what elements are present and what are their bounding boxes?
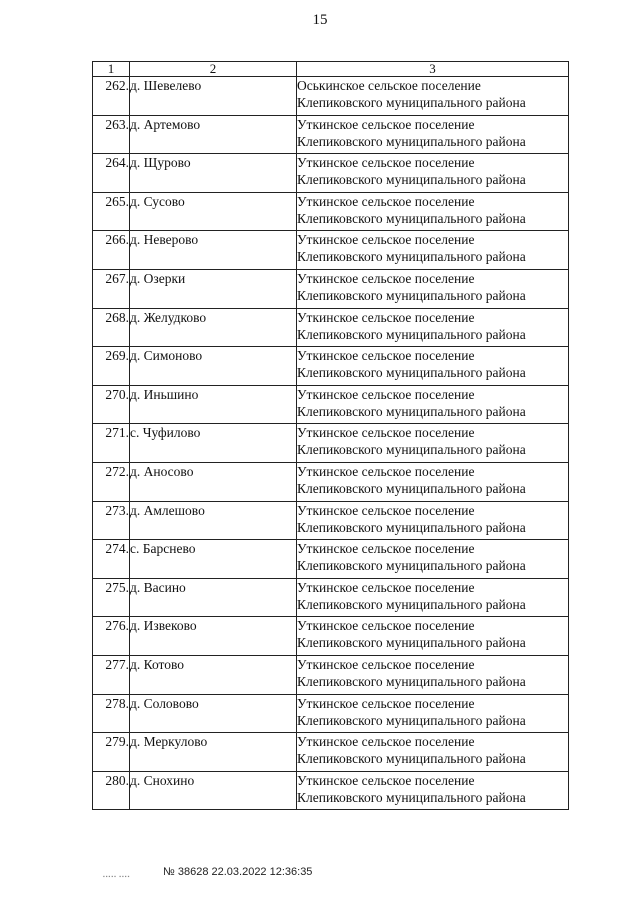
page-number: 15: [312, 12, 328, 28]
rural-settlement-name: Уткинское сельское поселение: [297, 193, 475, 209]
row-number: 276.: [105, 618, 129, 634]
municipal-district-name: Клепиковского муниципального района: [297, 596, 526, 612]
table-row: [93, 578, 569, 617]
settlement-name: д. Снохино: [130, 771, 297, 810]
row-number: 275.: [105, 579, 129, 595]
row-number: 279.: [105, 734, 129, 750]
municipality-cell: [297, 347, 569, 386]
rural-settlement-name: Уткинское сельское поселение: [297, 656, 475, 672]
row-number: 273.: [105, 502, 129, 518]
settlement-name: д. Желудково: [130, 308, 297, 347]
registration-stamp: № 38628 22.03.2022 12:36:35: [163, 866, 313, 878]
rural-settlement-name: Уткинское сельское поселение: [297, 425, 475, 441]
rural-settlement-name: Уткинское сельское поселение: [297, 734, 475, 750]
row-number-cell: [93, 115, 130, 154]
municipal-district-name: Клепиковского муниципального района: [297, 751, 526, 767]
municipality-cell: [297, 462, 569, 501]
row-number: 268.: [105, 309, 129, 325]
municipal-district-name: Клепиковского муниципального района: [297, 95, 526, 110]
table-row: [93, 540, 569, 579]
rural-settlement-name: Уткинское сельское поселение: [297, 502, 475, 518]
rural-settlement-name: Уткинское сельское поселение: [297, 579, 475, 595]
municipal-district-name: Клепиковского муниципального района: [297, 133, 526, 149]
municipality-cell: [297, 154, 569, 193]
table-row: [93, 617, 569, 656]
settlement-name: д. Аносово: [130, 462, 297, 501]
municipality-cell: [297, 231, 569, 270]
municipality-cell: [297, 424, 569, 463]
row-number-cell: [93, 154, 130, 193]
rural-settlement-name: Уткинское сельское поселение: [297, 309, 475, 325]
municipality-cell: [297, 694, 569, 733]
row-number-cell: [93, 231, 130, 270]
row-number: 280.: [105, 772, 129, 788]
municipality-cell: [297, 733, 569, 772]
municipal-district-name: Клепиковского муниципального района: [297, 635, 526, 651]
row-number: 266.: [105, 232, 129, 248]
rural-settlement-name: Уткинское сельское поселение: [297, 695, 475, 711]
row-number-cell: [93, 694, 130, 733]
municipal-district-name: Клепиковского муниципального района: [297, 558, 526, 574]
row-number-cell: [93, 192, 130, 231]
row-number-cell: [93, 462, 130, 501]
municipality-cell: [297, 308, 569, 347]
rural-settlement-name: Уткинское сельское поселение: [297, 618, 475, 634]
column-header-settlement: 2: [130, 62, 297, 77]
municipal-district-name: Клепиковского муниципального района: [297, 172, 526, 188]
table-row: [93, 733, 569, 772]
rural-settlement-name: Оськинское сельское поселение: [297, 78, 481, 93]
row-number-cell: [93, 77, 130, 116]
row-number: 262.: [105, 78, 129, 93]
settlement-name: д. Щурово: [130, 154, 297, 193]
municipal-district-name: Клепиковского муниципального района: [297, 789, 526, 805]
row-number-cell: [93, 540, 130, 579]
settlement-name: д. Соловово: [130, 694, 297, 733]
municipality-cell: [297, 655, 569, 694]
table-row: [93, 154, 569, 193]
row-number-cell: [93, 501, 130, 540]
settlements-table: [92, 61, 569, 810]
municipality-cell: [297, 77, 569, 116]
settlement-name: д. Васино: [130, 578, 297, 617]
table-row: [93, 308, 569, 347]
municipal-district-name: Клепиковского муниципального района: [297, 442, 526, 458]
municipal-district-name: Клепиковского муниципального района: [297, 673, 526, 689]
row-number-cell: [93, 655, 130, 694]
row-number-cell: [93, 424, 130, 463]
row-number: 274.: [105, 541, 129, 557]
settlement-name: д. Сусово: [130, 192, 297, 231]
municipal-district-name: Клепиковского муниципального района: [297, 480, 526, 496]
row-number-cell: [93, 578, 130, 617]
row-number: 271.: [105, 425, 129, 441]
table-row: [93, 269, 569, 308]
rural-settlement-name: Уткинское сельское поселение: [297, 772, 475, 788]
settlement-name: д. Неверово: [130, 231, 297, 270]
municipal-district-name: Клепиковского муниципального района: [297, 365, 526, 381]
table-header-row: [93, 62, 569, 77]
settlement-name: с. Барснево: [130, 540, 297, 579]
settlement-name: д. Амлешово: [130, 501, 297, 540]
row-number-cell: [93, 269, 130, 308]
row-number-cell: [93, 347, 130, 386]
table-row: [93, 462, 569, 501]
scan-stamp-mark: ▪▪▪▪▪ ▪▪▪▪: [103, 874, 131, 880]
municipal-district-name: Клепиковского муниципального района: [297, 326, 526, 342]
rural-settlement-name: Уткинское сельское поселение: [297, 116, 475, 132]
municipality-cell: [297, 192, 569, 231]
row-number: 263.: [105, 116, 129, 132]
row-number: 277.: [105, 656, 129, 672]
row-number-cell: [93, 733, 130, 772]
municipality-cell: [297, 771, 569, 810]
settlement-name: с. Чуфилово: [130, 424, 297, 463]
municipality-cell: [297, 540, 569, 579]
settlement-name: д. Извеково: [130, 617, 297, 656]
table-row: [93, 771, 569, 810]
row-number: 272.: [105, 463, 129, 479]
municipality-cell: [297, 385, 569, 424]
municipality-cell: [297, 578, 569, 617]
rural-settlement-name: Уткинское сельское поселение: [297, 386, 475, 402]
rural-settlement-name: Уткинское сельское поселение: [297, 348, 475, 364]
rural-settlement-name: Уткинское сельское поселение: [297, 232, 475, 248]
row-number-cell: [93, 308, 130, 347]
row-number: 264.: [105, 155, 129, 171]
municipality-cell: [297, 617, 569, 656]
row-number: 269.: [105, 348, 129, 364]
row-number-cell: [93, 617, 130, 656]
settlement-name: д. Артемово: [130, 115, 297, 154]
municipality-cell: [297, 269, 569, 308]
municipality-cell: [297, 501, 569, 540]
column-header-municipality: 3: [297, 62, 569, 77]
table-row: [93, 501, 569, 540]
settlement-name: д. Озерки: [130, 269, 297, 308]
table-row: [93, 424, 569, 463]
settlement-name: д. Иньшино: [130, 385, 297, 424]
municipal-district-name: Клепиковского муниципального района: [297, 249, 526, 265]
rural-settlement-name: Уткинское сельское поселение: [297, 270, 475, 286]
table-row: [93, 192, 569, 231]
rural-settlement-name: Уткинское сельское поселение: [297, 155, 475, 171]
municipal-district-name: Клепиковского муниципального района: [297, 287, 526, 303]
table-row: [93, 115, 569, 154]
table-row: [93, 655, 569, 694]
rural-settlement-name: Уткинское сельское поселение: [297, 541, 475, 557]
municipality-cell: [297, 115, 569, 154]
table-row: [93, 231, 569, 270]
municipal-district-name: Клепиковского муниципального района: [297, 519, 526, 535]
row-number-cell: [93, 385, 130, 424]
rural-settlement-name: Уткинское сельское поселение: [297, 463, 475, 479]
settlement-name: д. Котово: [130, 655, 297, 694]
table-row: [93, 385, 569, 424]
table-row: [93, 694, 569, 733]
column-header-number: 1: [93, 62, 130, 77]
table-row: [93, 347, 569, 386]
row-number-cell: [93, 771, 130, 810]
row-number: 270.: [105, 386, 129, 402]
row-number: 278.: [105, 695, 129, 711]
municipal-district-name: Клепиковского муниципального района: [297, 403, 526, 419]
table-body: [93, 77, 569, 810]
settlement-name: д. Симоново: [130, 347, 297, 386]
table-row: [93, 77, 569, 116]
row-number: 265.: [105, 193, 129, 209]
settlement-name: д. Шевелево: [130, 77, 297, 116]
row-number: 267.: [105, 270, 129, 286]
settlement-name: д. Меркулово: [130, 733, 297, 772]
municipal-district-name: Клепиковского муниципального района: [297, 712, 526, 728]
municipal-district-name: Клепиковского муниципального района: [297, 210, 526, 226]
